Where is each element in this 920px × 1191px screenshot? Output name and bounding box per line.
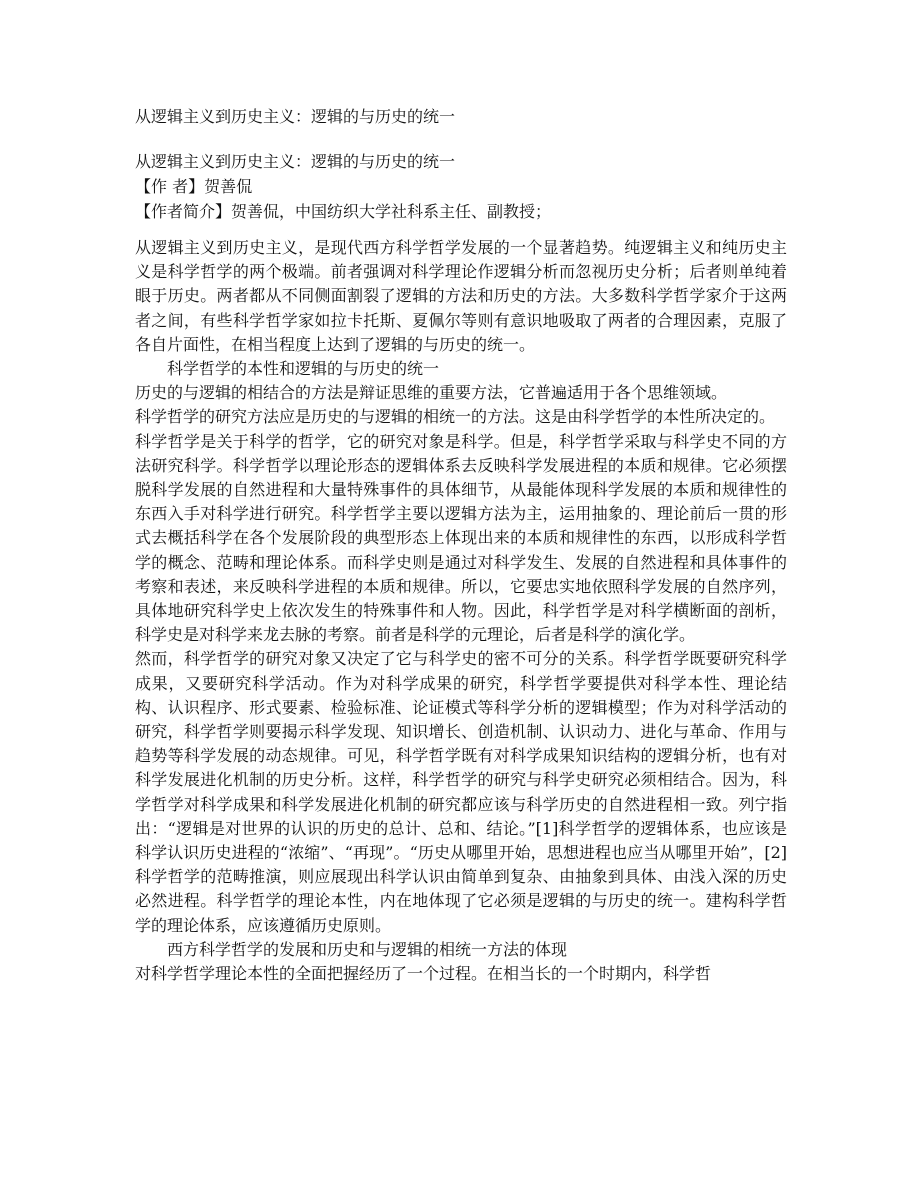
author-line: 【作 者】贺善侃 — [135, 177, 253, 196]
article-title: 从逻辑主义到历史主义：逻辑的与历史的统一 — [135, 152, 456, 171]
section-heading: 西方科学哲学的发展和历史和与逻辑的相统一方法的体现 — [167, 939, 568, 959]
author-bio-line: 【作者简介】贺善侃，中国纺织大学社科系主任、副教授； — [135, 202, 552, 221]
paragraph: 从逻辑主义到历史主义，是现代西方科学哲学发展的一个显著趋势。纯逻辑主义和纯历史主义是科学哲学的两个极端。前者强调对科学理论作逻辑分析而忽视历史分析；后者则单纯着眼于历史。两者都从不同侧面割裂了逻辑的方法和历史的方法。大多数科学哲学家介于这两者之间，有些科学哲学家如拉卡托斯、夏佩尔等则有意识地吸取了两者的合理因素，克服了各自片面性，在相当程度上达到了逻辑的与历史的统一。 — [135, 238, 787, 354]
paragraph: 对科学哲学理论本性的全面把握经历了一个过程。在相当长的一个时期内，科学哲 — [135, 964, 712, 984]
paragraph: 科学哲学是关于科学的哲学，它的研究对象是科学。但是，科学哲学采取与科学史不同的方法研究科学。科学哲学以理论形态的逻辑体系去反映科学发展进程的本质和规律。它必须摆脱科学发展的自然进程和大量特殊事件的具体细节，从最能体现科学发展的本质和规律性的东西入手对科学进行研究。科学哲学主要以逻辑方法为主，运用抽象的、理论前后一贯的形式去概括科学在各个发展阶段的典型形态上体现出来的本质和规律性的东西，以形成科学哲学的概念、范畴和理论体系。而科学史则是通过对科学发生、发展的自然进程和具体事件的考察和表述，来反映科学进程的本质和规律。所以，它要忠实地依照科学发展的自然序列，具体地研究科学史上依次发生的特殊事件和人物。因此，科学哲学是对科学横断面的剖析，科学史是对科学来龙去脉的考察。前者是科学的元理论，后者是科学的演化学。 — [135, 431, 787, 645]
paragraph: 历史的与逻辑的相结合的方法是辩证思维的重要方法，它普遍适用于各个思维领域。 — [135, 383, 728, 403]
article-header — [135, 149, 795, 224]
paragraph: 然而，科学哲学的研究对象又决定了它与科学史的密不可分的关系。科学哲学既要研究科学成果，又要研究科学活动。作为对科学成果的研究，科学哲学要提供对科学本性、理论结构、认识程序、形式要素、检验标准、论证模式等科学分析的逻辑模型；作为对科学活动的研究，科学哲学则要揭示科学发现、知识增长、创造机制、认识动力、进化与革命、作用与趋势等科学发展的动态规律。可见，科学哲学既有对科学成果知识结构的逻辑分析，也有对科学发展进化机制的历史分析。这样，科学哲学的研究与科学史研究必须相结合。因为，科学哲学对科学成果和科学发展进化机制的研究都应该与科学历史的自然进程相一致。列宁指出：“逻辑是对世界的认识的历史的总计、总和、结论。”[1]科学哲学的逻辑体系，也应该是科学认识历史进程的“浓缩”、“再现”。“历史从哪里开始，思想进程也应当从哪里开始”，[2]科学哲学的范畴推演，则应展现出科学认识由简单到复杂、由抽象到具体、由浅入深的历史必然进程。科学哲学的理论本性，内在地体现了它必须是逻辑的与历史的统一。建构科学哲学的理论体系，应该遵循历史原则。 — [135, 649, 787, 935]
article-body — [135, 236, 787, 986]
document-title: 从逻辑主义到历史主义：逻辑的与历史的统一 — [135, 107, 456, 126]
section-heading: 科学哲学的本性和逻辑的与历史的统一 — [167, 359, 440, 379]
paragraph: 科学哲学的研究方法应是历史的与逻辑的相统一的方法。这是由科学哲学的本性所决定的。 — [135, 407, 776, 427]
